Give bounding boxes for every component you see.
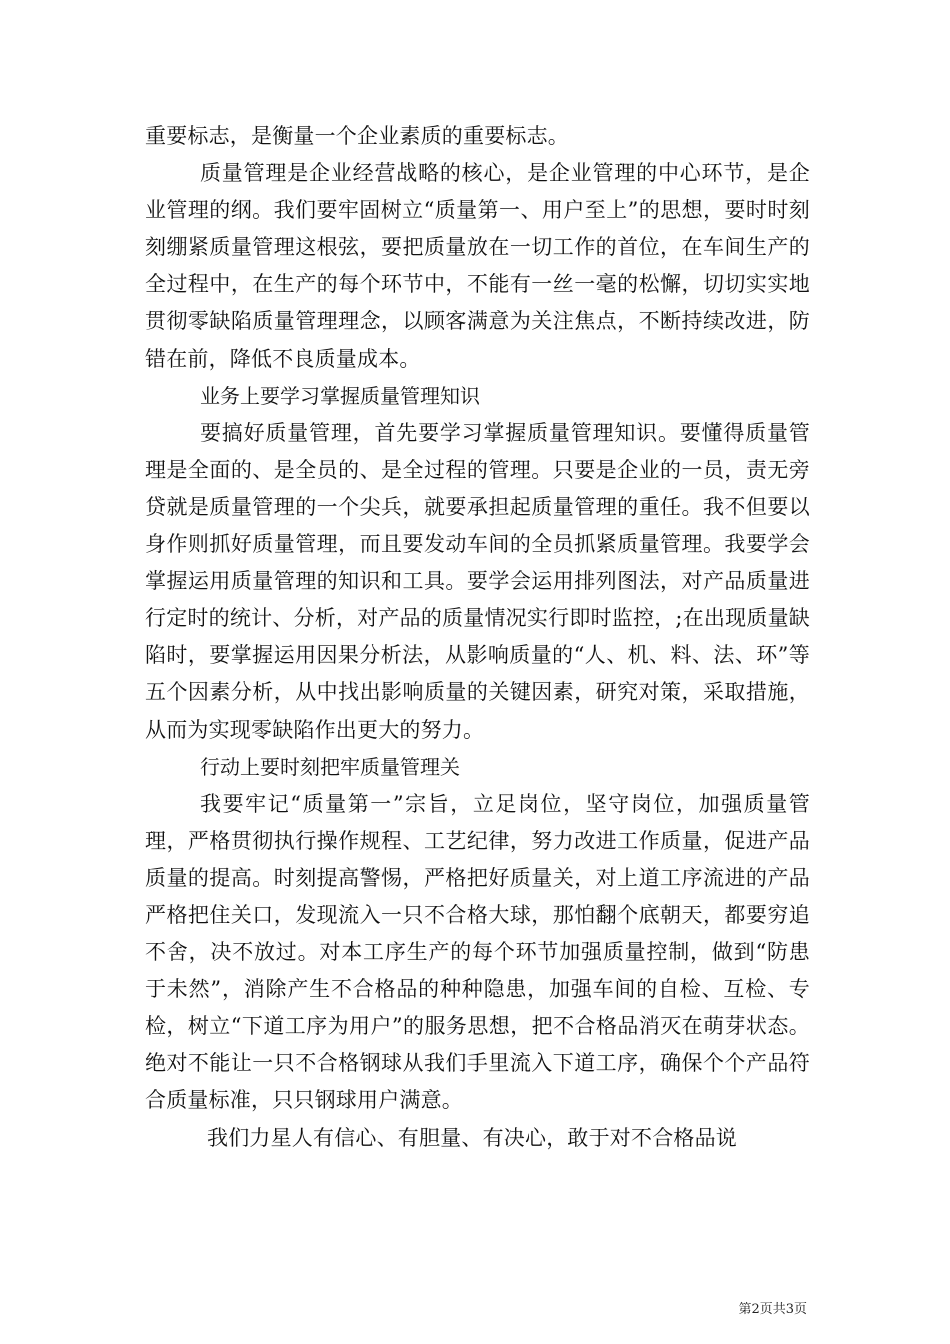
paragraph-learn-knowledge: 要搞好质量管理，首先要学习掌握质量管理知识。要懂得质量管理是全面的、是全员的、是全过程的管理。只要是企业的一员，责无旁贷就是质量管理的一个尖兵，就要承担起质量管理的重任。我不但要以身作则抓好质量管理，而且要发动车间的全员抓紧质量管理。我要学会掌握运用质量管理的知识和工具。要学会运用排列图法，对产品质量进行定时的统计、分析，对产品的质量情况实行即时监控，;在出现质量缺陷时，要掌握运用因果分析法，从影响质量的“人、机、料、法、环”等五个因素分析，从中找出影响质量的关键因素，研究对策，采取措施，从而为实现零缺陷作出更大的努力。 <box>145 420 810 742</box>
page-number: 第2页共3页 <box>738 1302 807 1317</box>
paragraph-quality-first: 我要牢记“质量第一”宗旨，立足岗位，坚守岗位，加强质量管理，严格贯彻执行操作规程、工艺纪律，努力改进工作质量，促进产品质量的提高。时刻提高警惕，严格把好质量关，对上道工序流进的产品严格把住关口，发现流入一只不合格大球，那怕翻个底朝天，都要穷追不舍，决不放过。对本工序生产的每个环节加强质量控制，做到“防患于未然”，消除产生不合格品的种种隐患，加强车间的自检、互检、专检，树立“下道工序为用户”的服务思想，把不合格品消灭在萌芽状态。绝对不能让一只不合格钢球从我们手里流入下道工序，确保个个产品符合质量标准，只只钢球用户满意。 <box>145 791 810 1113</box>
paragraph-quality-core: 质量管理是企业经营战略的核心，是企业管理的中心环节，是企业管理的纲。我们要牢固树立“质量第一、用户至上”的思想，要时时刻刻绷紧质量管理这根弦，要把质量放在一切工作的首位，在车间生产的全过程中，在生产的每个环节中，不能有一丝一毫的松懈，切切实实地贯彻零缺陷质量管理理念，以顾客满意为关注焦点，不断持续改进，防错在前，降低不良质量成本。 <box>145 161 810 371</box>
section-heading-knowledge: 业务上要学习掌握质量管理知识 <box>200 383 480 408</box>
paragraph-continuation: 重要标志，是衡量一个企业素质的重要标志。 <box>145 124 569 148</box>
section-heading-action: 行动上要时刻把牢质量管理关 <box>200 754 460 779</box>
paragraph-confidence: 我们力星人有信心、有胆量、有决心，敢于对不合格品说 <box>207 1125 737 1150</box>
document-body <box>145 118 810 1157</box>
